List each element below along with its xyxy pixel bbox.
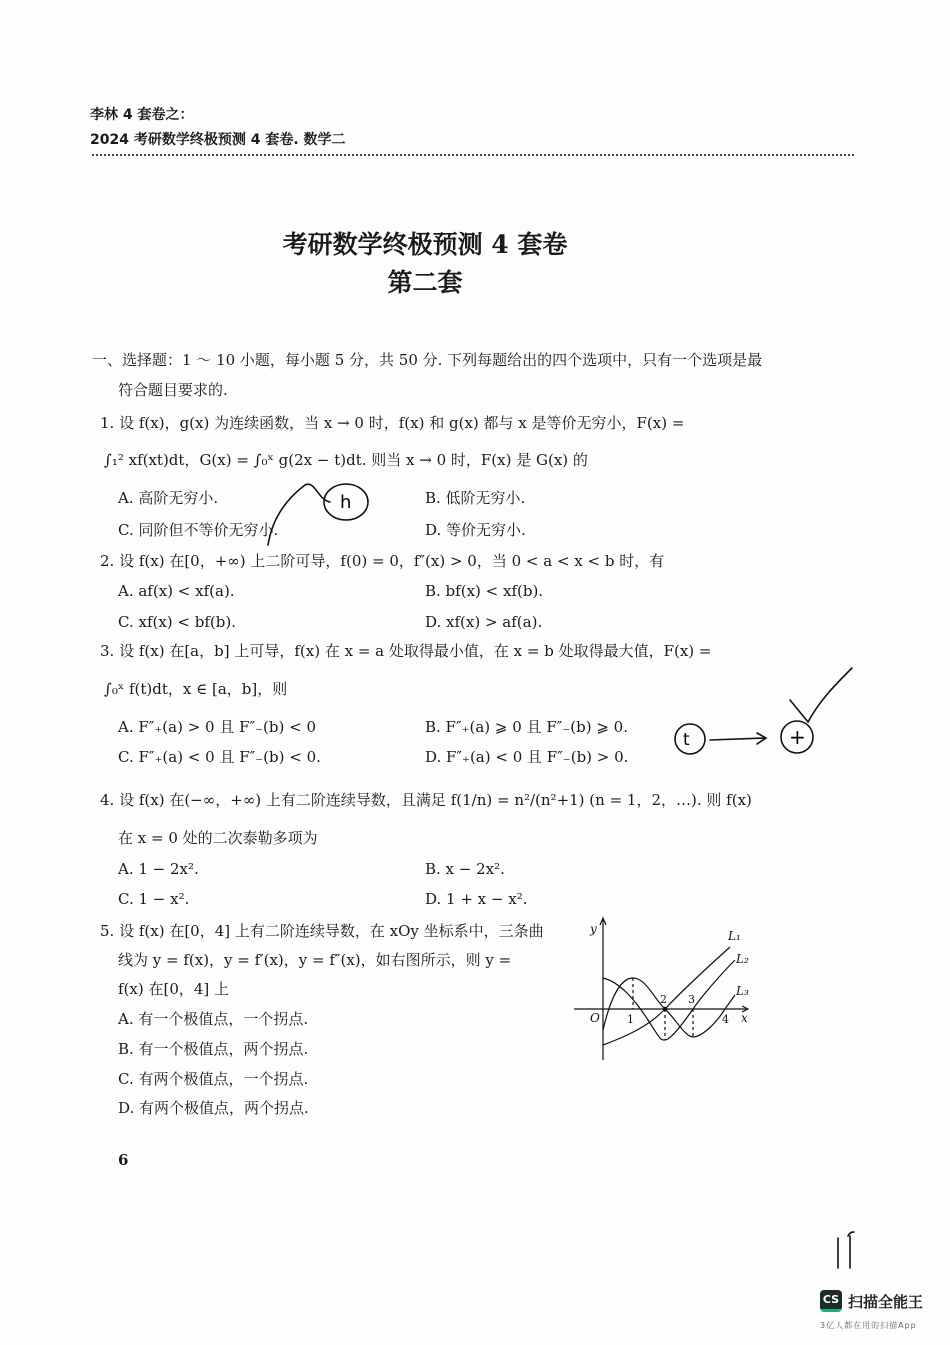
q1-line-1: 1. 设 f(x)，g(x) 为连续函数，当 x → 0 时，f(x) 和 g(x) 都与 x 是等价无穷小，F(x) = — [100, 414, 685, 432]
q3-handwritten-note-2: + — [789, 725, 806, 749]
q2-option-b: B. bf(x) < xf(b). — [425, 582, 544, 600]
header-line-2: 2024 考研数学终极预测 4 套卷. 数学二 — [90, 132, 346, 148]
origin-label: O — [590, 1011, 600, 1025]
q4-option-d: D. 1 + x − x². — [425, 890, 528, 908]
q4-line-1: 4. 设 f(x) 在(−∞，+∞) 上有二阶连续导数，且满足 f(1/n) = n²/(n²+1) (n = 1，2，…). 则 f(x) — [100, 791, 752, 809]
q3-line-1: 3. 设 f(x) 在[a，b] 上可导，f(x) 在 x = a 处取得最小值，在 x = b 处取得最大值，F(x) = — [100, 642, 712, 660]
tick-label: 1 — [627, 1013, 634, 1026]
q1-option-a: A. 高阶无穷小. — [118, 489, 219, 507]
q3-line-2: ∫₀ˣ f(t)dt，x ∈ [a，b]，则 — [104, 680, 288, 698]
q1-handwritten-note: h — [340, 492, 352, 513]
q4-option-b: B. x − 2x². — [425, 860, 505, 878]
q5-option-c: C. 有两个极值点，一个拐点. — [118, 1070, 309, 1088]
header-line-1: 李林 4 套卷之： — [90, 107, 194, 123]
page-subtitle: 第二套 — [387, 268, 463, 297]
tick-label: 3 — [688, 993, 695, 1006]
tick-label: 4 — [722, 1013, 729, 1026]
x-axis-label: x — [741, 1011, 748, 1025]
page-title: 考研数学终极预测 4 套卷 — [282, 230, 568, 259]
scanner-watermark — [820, 1290, 923, 1312]
q2-line-1: 2. 设 f(x) 在[0，+∞) 上二阶可导，f(0) = 0，f″(x) > 0，当 0 < a < x < b 时，有 — [100, 552, 665, 570]
section-heading: 一、选择题：1 ～ 10 小题，每小题 5 分，共 50 分. 下列每题给出的四个选项中，只有一个选项是最 — [92, 351, 763, 369]
watermark-name: 扫描全能王 — [848, 1292, 924, 1311]
curve-label-l1: L₁ — [728, 929, 741, 943]
q4-option-a: A. 1 − 2x². — [118, 860, 199, 878]
q3-option-c: C. F″₊(a) < 0 且 F″₋(b) < 0. — [118, 748, 321, 766]
q1-option-c: C. 同阶但不等价无穷小. — [118, 521, 279, 539]
q3-option-a: A. F″₊(a) > 0 且 F″₋(b) < 0 — [118, 718, 317, 736]
camscanner-logo-icon: CS — [820, 1290, 842, 1312]
q1-option-d: D. 等价无穷小. — [425, 521, 526, 539]
q2-option-a: A. af(x) < xf(a). — [118, 582, 235, 600]
q5-option-b: B. 有一个极值点，两个拐点. — [118, 1040, 309, 1058]
q5-line-2: 线为 y = f(x)，y = f′(x)，y = f″(x)，如右图所示，则 y = — [118, 951, 512, 969]
watermark-tagline: 3亿人都在用的扫描App — [820, 1321, 917, 1330]
q2-option-c: C. xf(x) < bf(b). — [118, 613, 236, 631]
q2-option-d: D. xf(x) > af(a). — [425, 613, 543, 631]
q4-option-c: C. 1 − x². — [118, 890, 190, 908]
tick-label: 2 — [660, 993, 667, 1006]
q1-option-b: B. 低阶无穷小. — [425, 489, 526, 507]
q3-handwritten-note-1: t — [683, 730, 690, 750]
curve-label-l2: L₂ — [736, 952, 749, 966]
page-number: 6 — [118, 1151, 129, 1169]
q3-option-b: B. F″₊(a) ⩾ 0 且 F″₋(b) ⩾ 0. — [425, 718, 628, 736]
curve-label-l3: L₃ — [736, 984, 749, 998]
q1-line-2: ∫₁² xf(xt)dt，G(x) = ∫₀ˣ g(2x − t)dt. 则当 x → 0 时，F(x) 是 G(x) 的 — [104, 451, 588, 469]
section-heading-cont: 符合题目要求的. — [118, 381, 228, 399]
checkmark-icon — [790, 668, 852, 722]
q5-option-a: A. 有一个极值点，一个拐点. — [118, 1010, 309, 1028]
q5-line-1: 5. 设 f(x) 在[0，4] 上有二阶连续导数，在 xOy 坐标系中，三条曲 — [100, 922, 544, 940]
q5-option-d: D. 有两个极值点，两个拐点. — [118, 1099, 309, 1117]
q4-line-2: 在 x = 0 处的二次泰勒多项为 — [118, 829, 318, 847]
q3-option-d: D. F″₊(a) < 0 且 F″₋(b) > 0. — [425, 748, 629, 766]
q5-line-3: f(x) 在[0，4] 上 — [118, 980, 230, 998]
y-axis-label: y — [590, 922, 597, 936]
